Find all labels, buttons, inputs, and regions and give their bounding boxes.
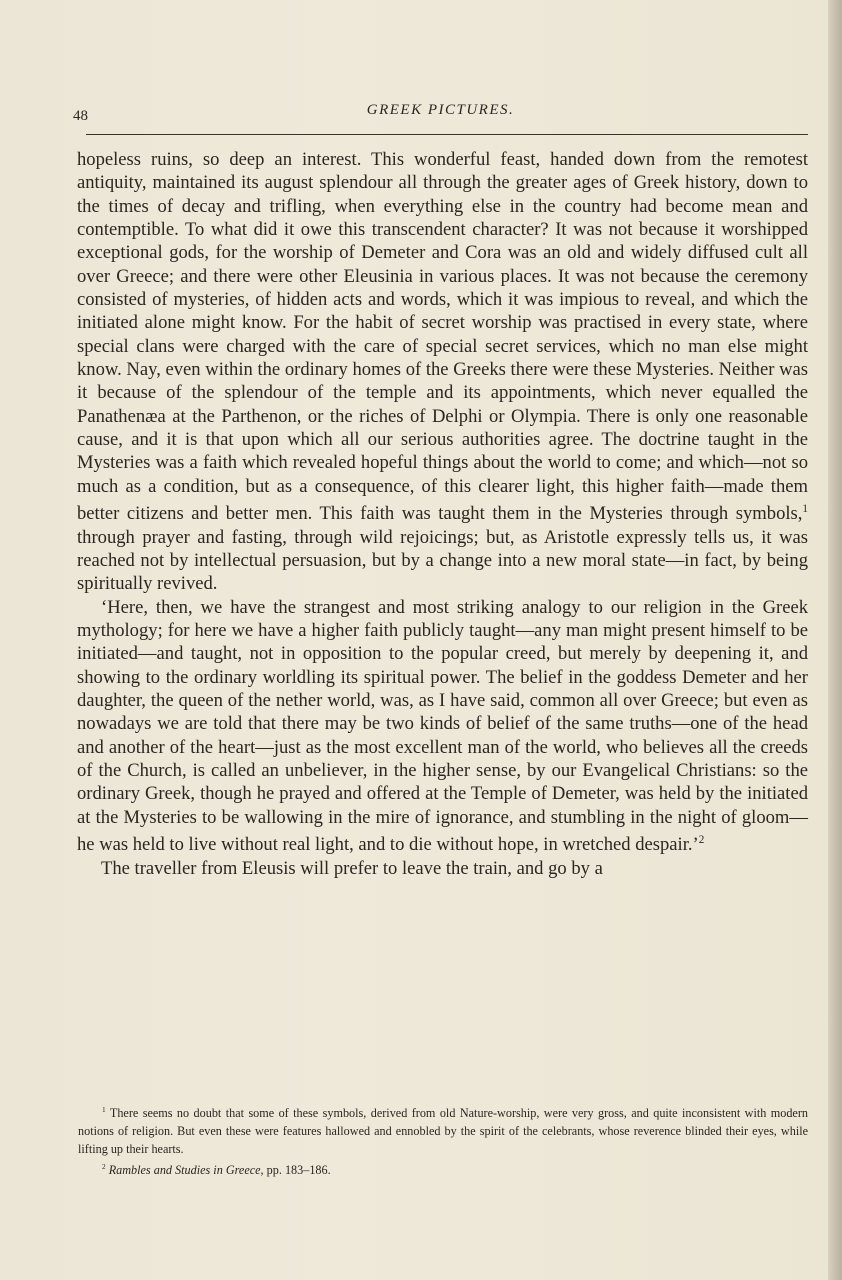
footnote-ref-2: 2 [698,834,705,847]
header-rule [86,134,808,135]
footnote-1 [78,1101,808,1158]
footnote-2-mark: 2 [102,1162,106,1172]
footnote-2-source: Rambles and Studies in Greece, [108,1163,264,1178]
paragraph-1 [77,148,808,596]
paragraph-1-text: hopeless ruins, so deep an interest. This wonderful feast, handed down from the remotest antiquity, maintained its august splendour all through the greater ages of Greek history, down to the times of decay and trifling, when everything else in the country had become mean and contemptible. To what did it owe this transcendent character? It was not because it worshipped exceptional gods, for the worship of Demeter and Cora was an old and widely diffused cult all over Greece; and there were other Eleusinia in various places. It was not because the ceremony consisted of mysteries, of hidden acts and words, which it was impious to reveal, and which the initiated alone might know. For the habit of secret worship was practised in every state, where special clans were charged with the care of special secret services, which no man else might know. Nay, even within the ordinary homes of the Greeks there were these Mysteries. Neither was it because of the splendour of the temple and its appointments, which never equalled the Panathenæa at the Parthenon, or the riches of Delphi or Olympia. There is only one reasonable cause, and it is that upon which all our serious authorities agree. The doctrine taught in the Mysteries was a faith which revealed hopeful things about the world to come; and which—not so much as a condition, but as a consequence, of this clearer light, this higher faith—made them better citizens and better men. This faith was taught them in the Mysteries through symbols, [77,149,808,525]
body-text [77,148,808,880]
footnotes [78,1101,808,1179]
footnote-2 [78,1158,808,1179]
page-number: 48 [73,108,88,124]
running-head [73,100,808,124]
running-title: GREEK PICTURES. [366,102,515,118]
paragraph-2 [77,596,808,857]
paragraph-1-end: through prayer and fasting, through wild rejoicings; but, as Aristotle expressly tells us, it was reached not by intellectual persuasion, but by a change into a new moral state—in fact, by being spiritually revived. [77,526,808,595]
paragraph-3: The traveller from Eleusis will prefer to leave the train, and go by a [101,857,603,879]
paragraph-2-text: ‘Here, then, we have the strangest and most striking analogy to our religion in the Greek mythology; for here we have a higher faith publicly taught—any man might present himself to be initiated—and taught, not in opposition to the popular creed, but merely by deepening it, and showing to the ordinary worldling its spiritual power. The belief in the goddess Demeter and her daughter, the queen of the nether world, was, as I have said, common all over Greece; but even as nowadays we are told that there may be two kinds of belief of the same truths—one of the head and another of the heart—just as the most excellent man of the world, who believes all the creeds of the Church, is called an unbeliever, in the higher sense, by our Evangelical Christians: so the ordinary Greek, though he prayed and offered at the Temple of Demeter, was held by the initiated at the Mysteries to be wallowing in the mire of ignorance, and stumbling in the night of gloom—he was held to live without real light, and to die without hope, in wretched despair.’ [77,596,808,856]
footnote-1-mark: 1 [102,1105,106,1114]
footnote-ref-1: 1 [802,503,808,516]
footnote-1-text: There seems no doubt that some of these symbols, derived from old Nature-worship, were very gross, and quite inconsistent with modern notions of religion. But even these were features hallowed and ennobled by the spirit of the celebrants, whose reverence blinded their eyes, while lifting up their hearts. [78,1106,808,1157]
page-edge [828,0,842,1280]
footnote-2-pages: pp. 183–186. [263,1163,331,1178]
